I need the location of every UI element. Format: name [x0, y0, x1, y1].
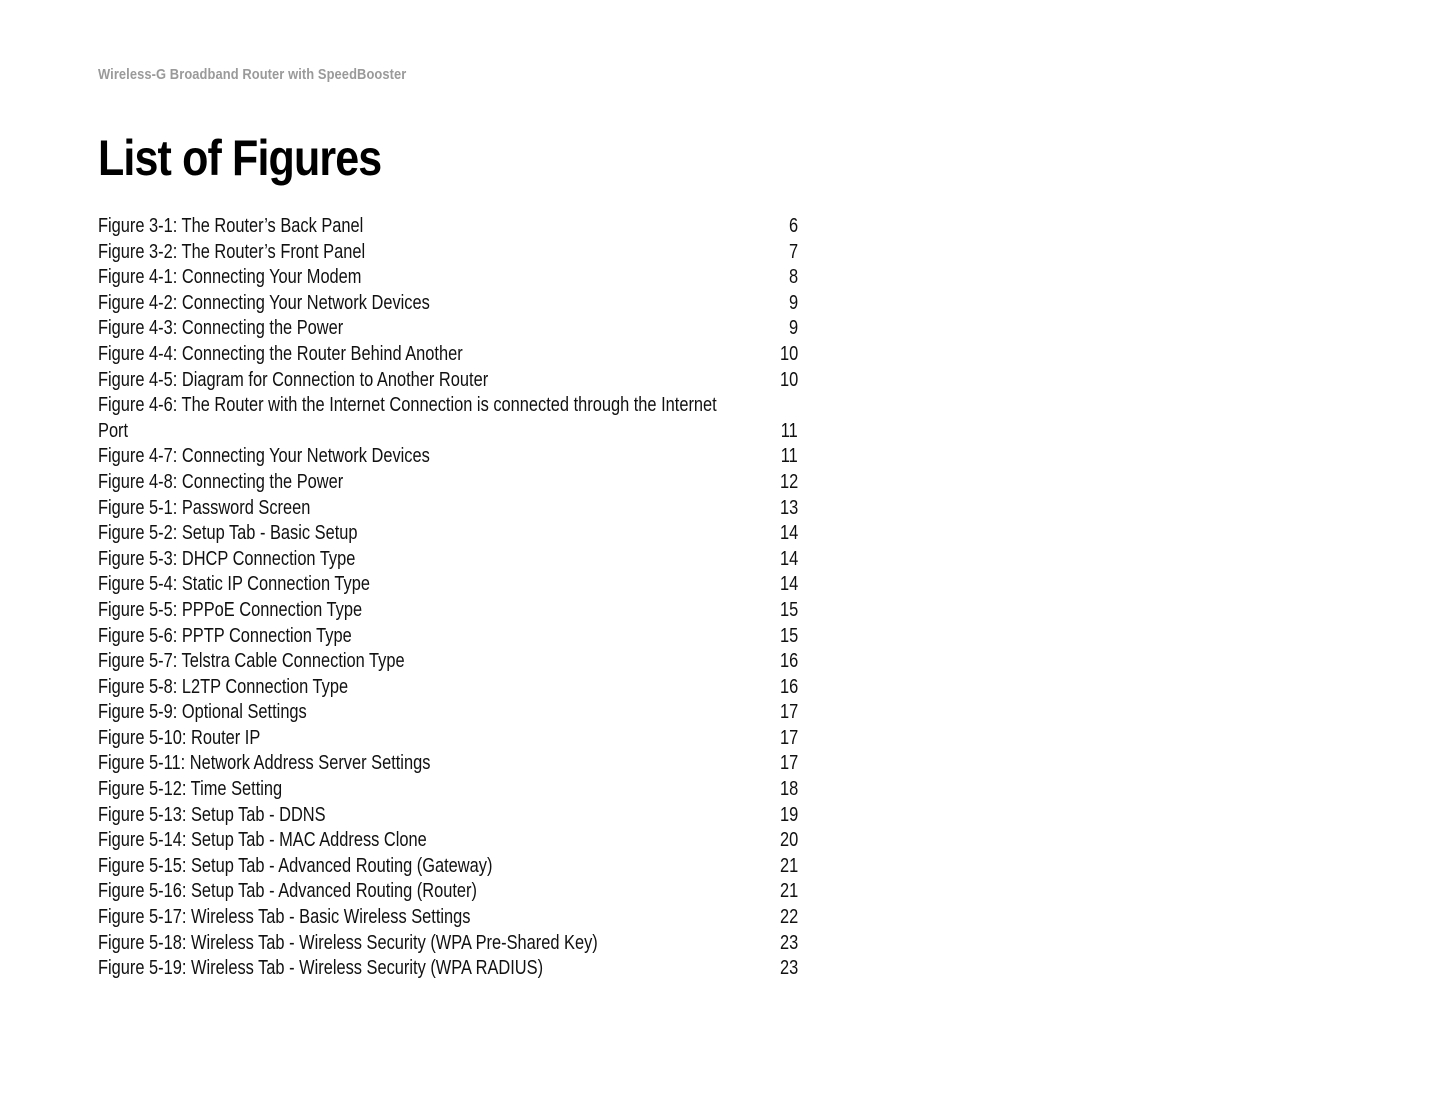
figure-entry-title: Figure 5-3: DHCP Connection Type	[98, 547, 356, 570]
figure-entry-title: Figure 5-15: Setup Tab - Advanced Routing (Gateway)	[98, 854, 493, 877]
figure-entry[interactable]	[98, 214, 798, 240]
figure-entry-title: Figure 5-9: Optional Settings	[98, 701, 307, 724]
figure-entry[interactable]	[98, 777, 798, 803]
figure-entry-page: 15	[779, 598, 798, 621]
figure-entry[interactable]	[98, 675, 798, 701]
figure-entry-page: 19	[779, 803, 798, 826]
figure-entry-title: Figure 5-10: Router IP	[98, 726, 261, 749]
figure-entry-page: 9	[788, 317, 798, 340]
figure-entry-page: 18	[779, 778, 798, 801]
figure-entry-page: 17	[779, 752, 798, 775]
figure-entry-page: 21	[779, 880, 798, 903]
figure-entry-page: 10	[779, 342, 798, 365]
figure-entry[interactable]	[98, 879, 798, 905]
figure-entry[interactable]	[98, 342, 798, 368]
figure-entry-title: Figure 5-8: L2TP Connection Type	[98, 675, 349, 698]
figure-entry-title: Figure 5-4: Static IP Connection Type	[98, 573, 370, 596]
figure-entry-page: 12	[779, 470, 798, 493]
figure-entry-title: Figure 5-2: Setup Tab - Basic Setup	[98, 522, 358, 545]
figure-entry-title: Figure 5-6: PPTP Connection Type	[98, 624, 352, 647]
figure-entry-page: 16	[779, 650, 798, 673]
figure-entry[interactable]	[98, 470, 798, 496]
figure-entry[interactable]	[98, 572, 798, 598]
figure-entry[interactable]	[98, 316, 798, 342]
figure-entry-title: Figure 3-1: The Router’s Back Panel	[98, 215, 364, 237]
figure-entry[interactable]	[98, 803, 798, 829]
figure-entry[interactable]	[98, 726, 798, 752]
figure-entry[interactable]	[98, 240, 798, 266]
figure-entry[interactable]	[98, 649, 798, 675]
figure-entry[interactable]	[98, 368, 798, 394]
figure-entry-page: 11	[780, 445, 798, 468]
figure-entry-page: 20	[779, 829, 798, 852]
figure-entry[interactable]	[98, 751, 798, 777]
figure-entry[interactable]	[98, 496, 798, 522]
figure-entry-page: 14	[779, 522, 798, 545]
figure-entry-page: 7	[788, 240, 798, 263]
figure-entry-page: 13	[779, 496, 798, 519]
figure-entry[interactable]	[98, 291, 798, 317]
figure-entry[interactable]	[98, 905, 798, 931]
figure-entry-page: 23	[779, 957, 798, 980]
figure-entry[interactable]	[98, 598, 798, 624]
figure-entry-title: Figure 4-6: The Router with the Internet Connection is connected through the Internet Port	[98, 394, 717, 442]
figure-entry[interactable]	[98, 854, 798, 880]
figure-entry[interactable]	[98, 624, 798, 650]
figure-entry-title: Figure 3-2: The Router’s Front Panel	[98, 240, 366, 263]
figure-entry-title: Figure 5-13: Setup Tab - DDNS	[98, 803, 326, 826]
figure-entry[interactable]	[98, 700, 798, 726]
figure-entry-title: Figure 5-14: Setup Tab - MAC Address Clone	[98, 829, 427, 852]
figure-entry-title: Figure 5-11: Network Address Server Settings	[98, 752, 431, 775]
figure-entry-page: 14	[779, 573, 798, 596]
figure-entry-title: Figure 4-4: Connecting the Router Behind Another	[98, 342, 463, 365]
figure-entry-page: 11	[780, 419, 798, 442]
figure-entry-page: 23	[779, 931, 798, 954]
running-header: Wireless-G Broadband Router with SpeedBooster	[98, 66, 407, 83]
figure-entry-page: 17	[779, 701, 798, 724]
figure-entry-page: 10	[779, 368, 798, 391]
figure-entry-page: 9	[788, 291, 798, 314]
figure-entry-title: Figure 5-16: Setup Tab - Advanced Routing (Router)	[98, 880, 477, 903]
figure-entry-title: Figure 4-3: Connecting the Power	[98, 317, 344, 340]
figure-entry-title: Figure 4-1: Connecting Your Modem	[98, 266, 362, 289]
figure-entry-title: Figure 5-12: Time Setting	[98, 778, 283, 801]
figure-entry-title: Figure 4-7: Connecting Your Network Devices	[98, 445, 430, 468]
figure-entry-page: 21	[779, 854, 798, 877]
figure-entry-page: 15	[779, 624, 798, 647]
figure-entry-title: Figure 5-17: Wireless Tab - Basic Wireless Settings	[98, 906, 471, 929]
figure-entry-page: 8	[788, 266, 798, 289]
figure-entry-title: Figure 5-19: Wireless Tab - Wireless Security (WPA RADIUS)	[98, 957, 544, 980]
figure-entry[interactable]	[98, 931, 798, 957]
figure-entry-title: Figure 5-5: PPPoE Connection Type	[98, 598, 363, 621]
figure-entry[interactable]	[98, 444, 798, 470]
document-page	[98, 0, 1398, 1119]
figure-entry-title: Figure 5-1: Password Screen	[98, 496, 311, 519]
figure-entry-title: Figure 4-5: Diagram for Connection to Another Router	[98, 368, 489, 391]
figure-entry[interactable]	[98, 521, 798, 547]
figure-entry-title: Figure 4-2: Connecting Your Network Devices	[98, 291, 430, 314]
figure-entry-page: 22	[779, 906, 798, 929]
figure-entry-title: Figure 5-18: Wireless Tab - Wireless Security (WPA Pre-Shared Key)	[98, 931, 598, 954]
figure-entry-page: 16	[779, 675, 798, 698]
figure-entry-page: 6	[788, 215, 798, 237]
page-title: List of Figures	[98, 130, 382, 186]
figure-entry[interactable]	[98, 956, 798, 982]
figure-entry-page: 17	[779, 726, 798, 749]
figure-entry[interactable]	[98, 265, 798, 291]
figure-entry-page: 14	[779, 547, 798, 570]
figure-entry-title: Figure 4-8: Connecting the Power	[98, 470, 344, 493]
figure-entry-title: Figure 5-7: Telstra Cable Connection Type	[98, 650, 405, 673]
figure-entry[interactable]	[98, 828, 798, 854]
figure-entry[interactable]	[98, 393, 798, 444]
figure-entry[interactable]	[98, 547, 798, 573]
figure-list	[98, 214, 798, 982]
